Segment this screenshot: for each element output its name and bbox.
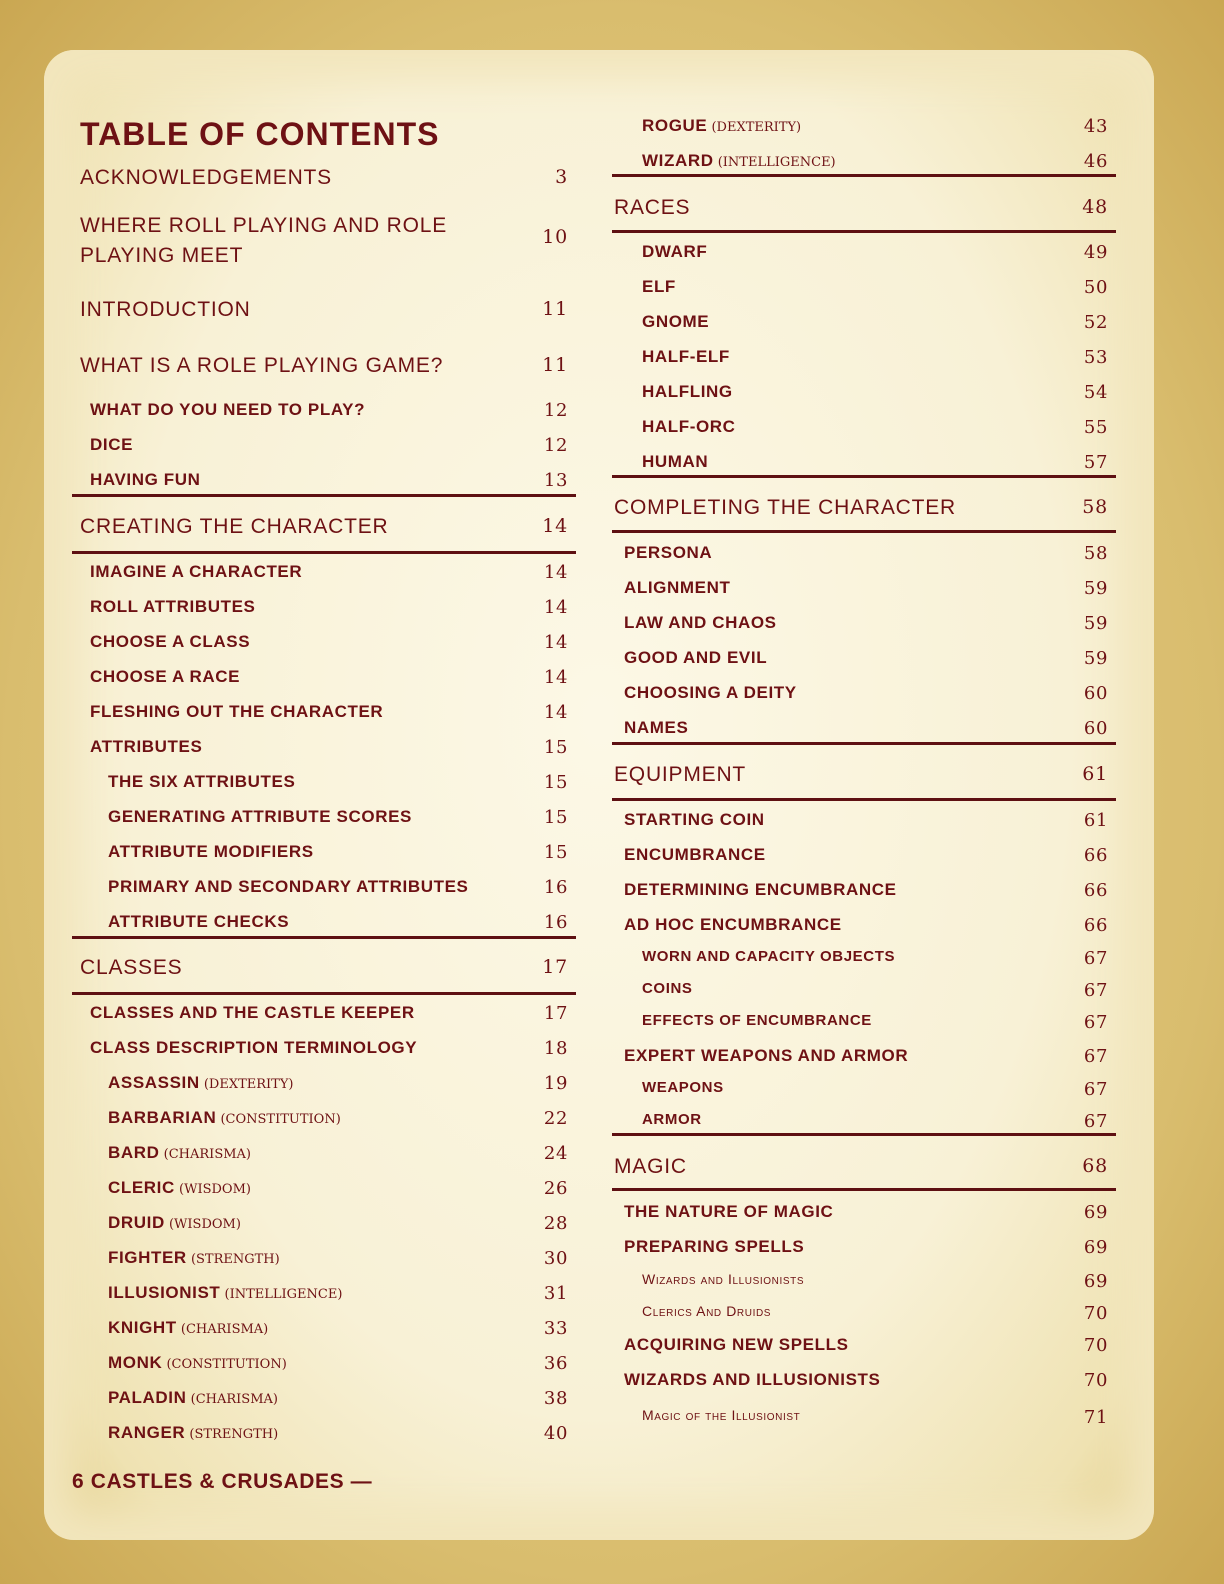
toc-page-number: 14 xyxy=(543,597,568,618)
toc-page-number: 16 xyxy=(543,877,568,898)
toc-page-number: 10 xyxy=(542,226,568,248)
toc-entry-title: WHAT DO YOU NEED TO PLAY? xyxy=(90,400,366,419)
toc-entry-title: CLASS DESCRIPTION TERMINOLOGY xyxy=(90,1038,418,1057)
toc-entry-attribute: (CONSTITUTION) xyxy=(162,1357,287,1372)
toc-entry-title: HAVING FUN xyxy=(90,470,201,489)
toc-entry-title: ACKNOWLEDGEMENTS xyxy=(80,166,332,189)
toc-entry-attribute: (STRENGTH) xyxy=(185,1427,279,1442)
section-divider xyxy=(612,1188,1116,1191)
toc-page-number: 16 xyxy=(543,912,568,933)
section-divider xyxy=(72,936,576,939)
toc-page-number: 13 xyxy=(543,470,568,491)
toc-entry-attribute: (WISDOM) xyxy=(174,1182,251,1197)
toc-entry-title: WIZARDS AND ILLUSIONISTS xyxy=(624,1370,881,1389)
toc-entry-title: THE NATURE OF MAGIC xyxy=(624,1202,834,1221)
toc-page-number: 66 xyxy=(1083,845,1108,866)
toc-page-number: 71 xyxy=(1083,1407,1108,1428)
toc-page-number: 67 xyxy=(1083,980,1108,1001)
toc-entry-attribute: (CHARISMA) xyxy=(186,1392,278,1407)
toc-entry-title: WHERE ROLL PLAYING AND ROLE xyxy=(80,214,448,237)
toc-page-number: 33 xyxy=(543,1318,568,1339)
section-divider xyxy=(612,1133,1116,1136)
toc-page-number: 49 xyxy=(1083,242,1108,263)
toc-entry-title: AD HOC ENCUMBRANCE xyxy=(624,915,842,934)
toc-entry-title: ASSASSIN (DEXTERITY) xyxy=(108,1073,294,1092)
toc-entry-title: LAW AND CHAOS xyxy=(624,613,777,632)
toc-page-number: 67 xyxy=(1083,1111,1108,1132)
toc-page-number: 24 xyxy=(543,1143,568,1164)
section-divider xyxy=(612,742,1116,745)
toc-entry-title: ENCUMBRANCE xyxy=(624,845,766,864)
toc-entry-title: RACES xyxy=(614,196,691,219)
toc-entry-attribute: (INTELLIGENCE) xyxy=(220,1287,343,1302)
toc-entry-title: WHAT IS A ROLE PLAYING GAME? xyxy=(80,354,444,377)
toc-page-number: 59 xyxy=(1083,613,1108,634)
toc-page-number: 30 xyxy=(543,1248,568,1269)
toc-entry-title: ALIGNMENT xyxy=(624,578,731,597)
toc-page-number: 38 xyxy=(543,1388,568,1409)
toc-page-number: 40 xyxy=(543,1423,568,1444)
toc-page-number: 15 xyxy=(543,737,568,758)
toc-entry-title: WORN AND CAPACITY OBJECTS xyxy=(642,948,896,965)
toc-page-number: 28 xyxy=(543,1213,568,1234)
toc-entry-title: EQUIPMENT xyxy=(614,763,747,786)
toc-page-number: 14 xyxy=(543,667,568,688)
toc-page-number: 14 xyxy=(543,702,568,723)
toc-page-number: 54 xyxy=(1083,382,1108,403)
toc-entry-title: KNIGHT (CHARISMA) xyxy=(108,1318,269,1337)
toc-page-number: 67 xyxy=(1083,1079,1108,1100)
toc-entry-title: NAMES xyxy=(624,718,689,737)
toc-entry-title: CREATING THE CHARACTER xyxy=(80,515,389,538)
toc-entry-title: COINS xyxy=(642,980,693,997)
toc-page-number: 67 xyxy=(1083,1012,1108,1033)
toc-entry-title: EFFECTS OF ENCUMBRANCE xyxy=(642,1012,872,1029)
toc-page-number: 58 xyxy=(1082,496,1108,518)
toc-page-number: 70 xyxy=(1083,1303,1108,1324)
toc-page-number: 59 xyxy=(1083,578,1108,599)
toc-page-number: 12 xyxy=(543,400,568,421)
toc-entry-title: CHOOSING A DEITY xyxy=(624,683,797,702)
toc-entry-title-line2: PLAYING MEET xyxy=(80,244,244,267)
toc-page-number: 14 xyxy=(543,632,568,653)
toc-entry-title: CLASSES AND THE CASTLE KEEPER xyxy=(90,1003,415,1022)
toc-page-number: 60 xyxy=(1083,718,1108,739)
page-title: TABLE OF CONTENTS xyxy=(80,116,440,152)
section-divider xyxy=(612,230,1116,233)
section-divider xyxy=(72,494,576,497)
page-footer: 6 CASTLES & CRUSADES — xyxy=(72,1470,373,1493)
toc-page-number: 57 xyxy=(1083,452,1108,473)
toc-page-number: 12 xyxy=(543,435,568,456)
toc-entry-title: ATTRIBUTE MODIFIERS xyxy=(108,842,314,861)
toc-page-number: 17 xyxy=(542,956,568,978)
toc-page-number: 69 xyxy=(1083,1271,1108,1292)
toc-entry-title: PREPARING SPELLS xyxy=(624,1237,805,1256)
toc-entry-title: RANGER (STRENGTH) xyxy=(108,1423,279,1442)
toc-entry-title: GENERATING ATTRIBUTE SCORES xyxy=(108,807,412,826)
toc-entry-title: ELF xyxy=(642,277,676,296)
toc-page-number: 22 xyxy=(543,1108,568,1129)
toc-page-number: 67 xyxy=(1083,1046,1108,1067)
toc-entry-title: Clerics And Druids xyxy=(642,1303,772,1319)
toc-entry-title: CHOOSE A RACE xyxy=(90,667,241,686)
toc-entry-title: FLESHING OUT THE CHARACTER xyxy=(90,702,384,721)
toc-entry-title: DRUID (WISDOM) xyxy=(108,1213,241,1232)
toc-page-number: 58 xyxy=(1083,543,1108,564)
toc-page-number: 52 xyxy=(1083,312,1108,333)
toc-entry-title: MONK (CONSTITUTION) xyxy=(108,1353,287,1372)
toc-page-number: 61 xyxy=(1083,810,1108,831)
section-divider xyxy=(72,992,576,995)
toc-entry-attribute: (STRENGTH) xyxy=(186,1252,280,1267)
toc-page-number: 67 xyxy=(1083,948,1108,969)
toc-page-number: 48 xyxy=(1082,196,1108,218)
toc-page-number: 55 xyxy=(1083,417,1108,438)
toc-entry-title: HALF-ORC xyxy=(642,417,736,436)
toc-entry-title: DICE xyxy=(90,435,134,454)
toc-entry-title: STARTING COIN xyxy=(624,810,765,829)
toc-page-number: 14 xyxy=(542,515,568,537)
toc-entry-title: GNOME xyxy=(642,312,710,331)
toc-entry-title: ROGUE (DEXTERITY) xyxy=(642,116,802,135)
toc-page-number: 59 xyxy=(1083,648,1108,669)
toc-page-number: 70 xyxy=(1083,1335,1108,1356)
section-divider xyxy=(612,475,1116,478)
toc-page-number: 66 xyxy=(1083,880,1108,901)
toc-entry-title: ARMOR xyxy=(642,1111,702,1128)
toc-entry-title: ROLL ATTRIBUTES xyxy=(90,597,256,616)
toc-entry-title: WIZARD (INTELLIGENCE) xyxy=(642,151,836,170)
toc-entry-title: PERSONA xyxy=(624,543,713,562)
section-divider xyxy=(612,798,1116,801)
section-divider xyxy=(612,530,1116,533)
toc-page-number: 26 xyxy=(543,1178,568,1199)
toc-entry-title: PRIMARY AND SECONDARY ATTRIBUTES xyxy=(108,877,469,896)
toc-entry-attribute: (CHARISMA) xyxy=(176,1322,269,1337)
toc-entry-title: CHOOSE A CLASS xyxy=(90,632,251,651)
toc-entry-title: Wizards and Illusionists xyxy=(642,1271,805,1287)
toc-page-number: 46 xyxy=(1083,151,1108,172)
toc-entry-title: Magic of the Illusionist xyxy=(642,1407,801,1423)
toc-entry-title: ILLUSIONIST (INTELLIGENCE) xyxy=(108,1283,343,1302)
toc-entry-title: EXPERT WEAPONS AND ARMOR xyxy=(624,1046,909,1065)
toc-page-number: 14 xyxy=(543,562,568,583)
toc-entry-title: INTRODUCTION xyxy=(80,298,251,321)
toc-page-number: 66 xyxy=(1083,915,1108,936)
toc-page-number: 19 xyxy=(543,1073,568,1094)
toc-page-number: 18 xyxy=(543,1038,568,1059)
toc-entry-title: ATTRIBUTES xyxy=(90,737,203,756)
toc-page-number: 60 xyxy=(1083,683,1108,704)
toc-page-number: 15 xyxy=(543,842,568,863)
toc-page-number: 3 xyxy=(555,166,568,188)
toc-page-number: 68 xyxy=(1082,1155,1108,1177)
toc-entry-title: HUMAN xyxy=(642,452,709,471)
toc-entry-title: DWARF xyxy=(642,242,708,261)
toc-page-number: 61 xyxy=(1082,763,1108,785)
toc-page-number: 69 xyxy=(1083,1202,1108,1223)
toc-page-number: 43 xyxy=(1083,116,1108,137)
toc-entry-title: THE SIX ATTRIBUTES xyxy=(108,772,296,791)
toc-entry-title: HALF-ELF xyxy=(642,347,730,366)
toc-entry-attribute: (DEXTERITY) xyxy=(707,120,802,135)
toc-page-number: 11 xyxy=(542,298,568,320)
toc-entry-title: FIGHTER (STRENGTH) xyxy=(108,1248,280,1267)
toc-entry-attribute: (CONSTITUTION) xyxy=(216,1112,341,1127)
toc-page-number: 69 xyxy=(1083,1237,1108,1258)
toc-page-number: 36 xyxy=(543,1353,568,1374)
toc-entry-title: MAGIC xyxy=(614,1155,687,1178)
toc-page-number: 53 xyxy=(1083,347,1108,368)
toc-page-number: 15 xyxy=(543,807,568,828)
toc-page-number: 15 xyxy=(543,772,568,793)
toc-entry-attribute: (WISDOM) xyxy=(164,1217,241,1232)
toc-entry-attribute: (CHARISMA) xyxy=(159,1147,251,1162)
toc-entry-title: WEAPONS xyxy=(642,1079,724,1096)
toc-entry-attribute: (INTELLIGENCE) xyxy=(713,155,836,170)
toc-page-number: 50 xyxy=(1083,277,1108,298)
toc-page-number: 11 xyxy=(542,354,568,376)
toc-entry-title: ATTRIBUTE CHECKS xyxy=(108,912,290,931)
toc-page-number: 17 xyxy=(543,1003,568,1024)
toc-entry-title: GOOD AND EVIL xyxy=(624,648,768,667)
toc-entry-title: CLERIC (WISDOM) xyxy=(108,1178,251,1197)
toc-page-number: 31 xyxy=(543,1283,568,1304)
toc-entry-title: CLASSES xyxy=(80,956,183,979)
toc-entry-title: DETERMINING ENCUMBRANCE xyxy=(624,880,897,899)
toc-entry-title: HALFLING xyxy=(642,382,733,401)
toc-page-number: 70 xyxy=(1083,1370,1108,1391)
toc-entry-title: BARBARIAN (CONSTITUTION) xyxy=(108,1108,341,1127)
toc-entry-title: IMAGINE A CHARACTER xyxy=(90,562,303,581)
section-divider xyxy=(72,551,576,554)
toc-entry-title: PALADIN (CHARISMA) xyxy=(108,1388,278,1407)
toc-entry-title: BARD (CHARISMA) xyxy=(108,1143,251,1162)
toc-entry-attribute: (DEXTERITY) xyxy=(199,1077,294,1092)
section-divider xyxy=(612,174,1116,177)
toc-entry-title: COMPLETING THE CHARACTER xyxy=(614,496,957,519)
toc-entry-title: ACQUIRING NEW SPELLS xyxy=(624,1335,849,1354)
